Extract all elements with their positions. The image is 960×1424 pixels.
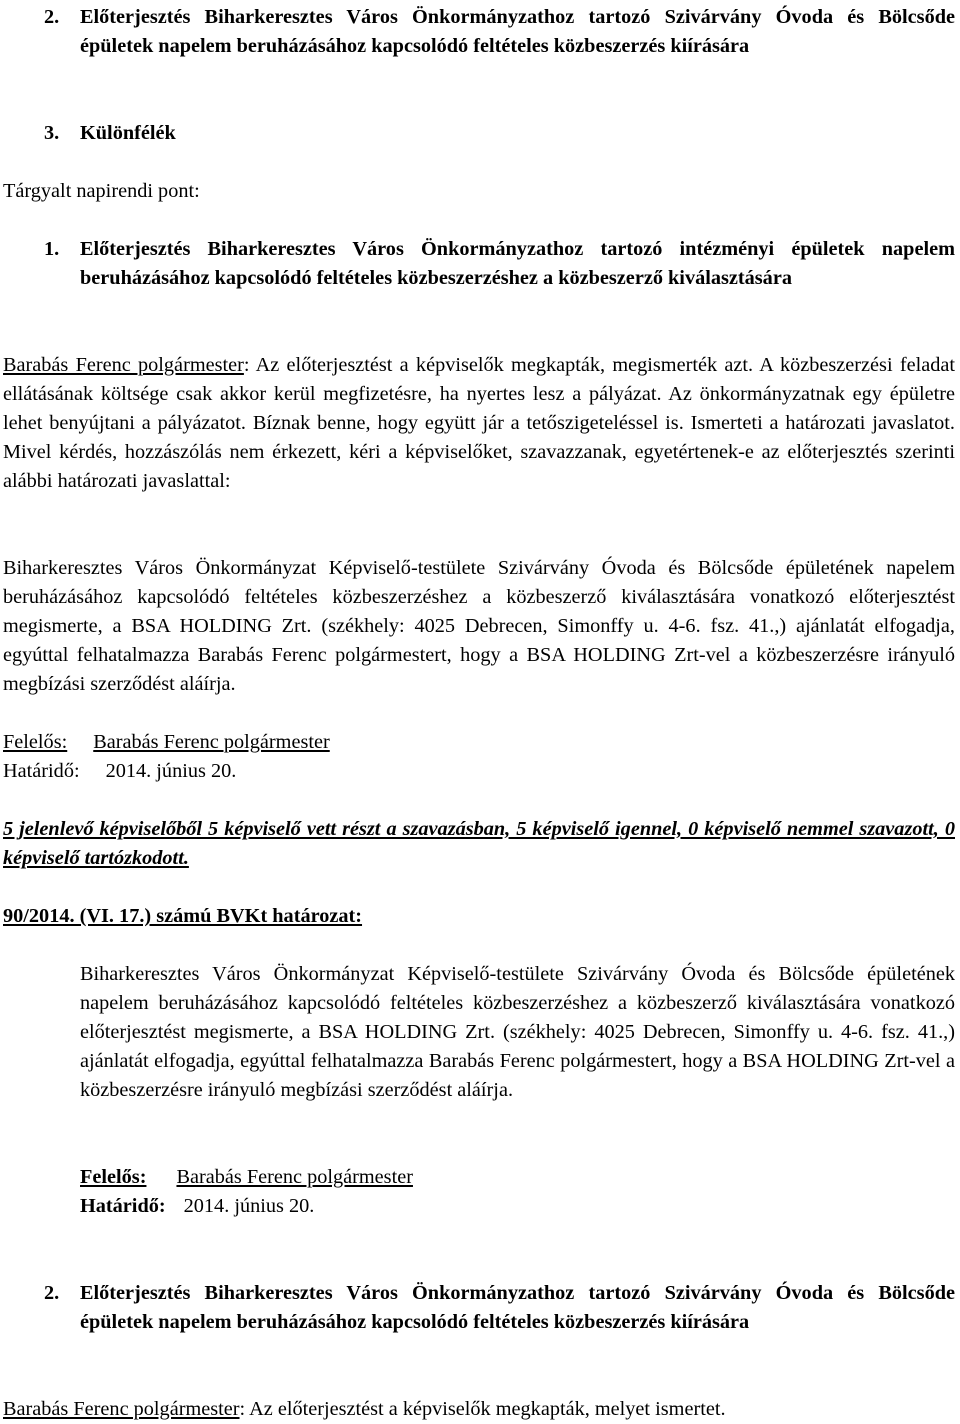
item-number: 1. [44,238,60,260]
discussed-heading: Tárgyalt napirendi pont: [3,180,200,202]
agenda-item-3 [44,119,955,148]
deadline-value: 2014. június 20. [105,760,237,782]
agenda-item-text: Előterjesztés Biharkeresztes Város Önkormányzathoz tartozó intézményi épületek napelem beruházásához kapcsolódó feltételes közbeszerzéshez a közbeszerző kiválasztására [80,238,955,289]
discussed-item-2 [44,1279,955,1337]
responsible-label: Felelős: [80,1166,147,1188]
deadline-value: 2014. június 20. [183,1195,315,1217]
discussed-item-1 [44,235,955,293]
proposal-responsible [3,728,960,757]
speaker-name: Barabás Ferenc polgármester [3,354,244,376]
resolution-responsible [80,1163,955,1192]
item-number: 2. [44,6,60,28]
agenda-item-2-top [44,3,955,61]
statement-text: : Az előterjesztést a képviselők megkapták, megismerték azt. A közbeszerzési feladat ellátásának költsége csak akkor kerül megfizetésre, ha nyertes lesz a pályázat. Az önkormányzatnak egy épületre lehet benyújtani a pályázatot. Bíznak benne, hogy együtt jár a tetőszigeteléssel is. Ismerteti a határozati javaslatot. Mivel kérdés, hozzászólás nem érkezett, kéri a képviselőket, szavazzanak, egyetértenek-e az előterjesztés szerinti alábbi határozati javaslattal: [3,354,956,492]
responsible-label: Felelős: [3,731,68,753]
resolution-proposal [3,554,955,699]
deadline-label: Határidő: [80,1195,166,1217]
mayor-statement-2 [3,1395,955,1424]
deadline-label: Határidő: [3,760,80,782]
resolution-title: 90/2014. (VI. 17.) számú BVKt határozat: [3,905,363,927]
mayor-statement-1 [3,351,955,496]
vote-result: 5 jelenlevő képviselőből 5 képviselő vett részt a szavazásban, 5 képviselő igennel, 0 képviselő nemmel szavazott, 0 képviselő tartózkodott. [3,818,955,869]
responsible-value: Barabás Ferenc polgármester [176,1166,413,1188]
statement-text: : Az előterjesztést a képviselők megkapták, melyet ismertet. [239,1398,726,1420]
resolution-deadline [80,1192,955,1221]
proposal-text: Biharkeresztes Város Önkormányzat Képviselő-testülete Szivárvány Óvoda és Bölcsőde épületének napelem beruházásához kapcsolódó feltételes közbeszerzéshez a közbeszerző kiválasztására vonatkozó előterjesztést megismerte, a BSA HOLDING Zrt. (székhely: 4025 Debrecen, Simonffy u. 4-6. fsz. 41.,) ajánlatát elfogadja, egyúttal felhatalmazza Barabás Ferenc polgármestert, hogy a BSA HOLDING Zrt-vel a közbeszerzésre irányuló megbízási szerződést aláírja. [3,557,955,695]
agenda-item-text: Előterjesztés Biharkeresztes Város Önkormányzathoz tartozó Szivárvány Óvoda és Bölcsőde épületek napelem beruházásához kapcsolódó feltételes közbeszerzés kiírására [80,6,955,57]
agenda-item-text: Előterjesztés Biharkeresztes Város Önkormányzathoz tartozó Szivárvány Óvoda és Bölcsőde épületek napelem beruházásához kapcsolódó feltételes közbeszerzés kiírására [80,1282,955,1333]
agenda-item-text: Különfélék [80,122,176,144]
responsible-value: Barabás Ferenc polgármester [93,731,330,753]
item-number: 3. [44,122,60,144]
proposal-deadline [3,757,960,786]
resolution-text: Biharkeresztes Város Önkormányzat Képviselő-testülete Szivárvány Óvoda és Bölcsőde épületének napelem beruházásához kapcsolódó feltételes közbeszerzéshez a közbeszerző kiválasztására vonatkozó előterjesztést megismerte, a BSA HOLDING Zrt. (székhely: 4025 Debrecen, Simonffy u. 4-6. fsz. 41.,) ajánlatát elfogadja, egyúttal felhatalmazza Barabás Ferenc polgármestert, hogy a BSA HOLDING Zrt-vel a közbeszerzésre irányuló megbízási szerződést aláírja. [80,963,955,1101]
speaker-name: Barabás Ferenc polgármester [3,1398,240,1420]
item-number: 2. [44,1282,60,1304]
